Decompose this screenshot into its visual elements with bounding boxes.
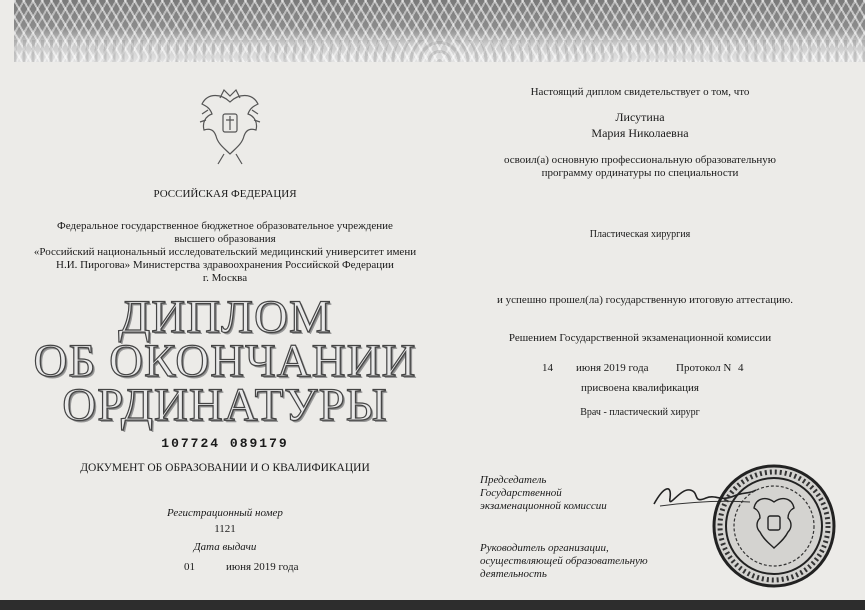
protocol-number: 4: [738, 362, 744, 374]
title-line-1: ДИПЛОМ: [118, 291, 332, 343]
protocol-label: Протокол N: [676, 362, 732, 374]
document-type: ДОКУМЕНТ ОБ ОБРАЗОВАНИИ И О КВАЛИФИКАЦИИ: [80, 462, 370, 474]
chair-line-1: Председатель: [480, 474, 547, 486]
institution-line-1: Федеральное государственное бюджетное образовательное учреждение: [57, 220, 393, 232]
registration-number: 1121: [214, 523, 236, 535]
head-line-1: Руководитель организации,: [480, 542, 609, 554]
head-line-2: осуществляющей образовательную: [480, 555, 648, 567]
bottom-edge-bar: [0, 600, 865, 610]
chair-line-2: Государственной: [480, 487, 562, 499]
institution-line-2: высшего образования: [174, 233, 276, 245]
institution-line-4: Н.И. Пирогова» Министерства здравоохранения Российской Федерации: [56, 259, 394, 271]
serial-number: 107724 089179: [161, 436, 289, 451]
attestation-text: и успешно прошел(ла) государственную итоговую аттестацию.: [497, 294, 793, 306]
holder-name: Мария Николаевна: [591, 126, 689, 140]
decision-text: Решением Государственной экзаменационной комиссии: [508, 332, 772, 344]
title-line-3: ОРДИНАТУРЫ: [62, 379, 388, 431]
title-line-2: ОБ ОКОНЧАНИИ: [33, 335, 417, 387]
coat-of-arms-icon: [198, 84, 262, 168]
decorative-guilloche-band: [14, 0, 865, 62]
institution-line-5: г. Москва: [202, 272, 248, 284]
institution-line-3: «Российский национальный исследовательский медицинский университет имени: [33, 246, 417, 258]
issue-day: 01: [184, 561, 195, 573]
assigned-text: присвоена квалификация: [581, 382, 699, 394]
holder-surname: Лисутина: [615, 110, 665, 124]
head-line-3: деятельность: [480, 568, 547, 580]
country-name: РОССИЙСКАЯ ФЕДЕРАЦИЯ: [153, 188, 297, 200]
qualification: Врач - пластический хирург: [580, 407, 700, 418]
mastered-line-2: программу ординатуры по специальности: [541, 167, 739, 179]
registration-label: Регистрационный номер: [167, 507, 283, 519]
specialty: Пластическая хирургия: [589, 229, 691, 240]
chair-line-3: экзаменационной комиссии: [480, 500, 607, 512]
decision-month-year: июня 2019 года: [576, 362, 649, 374]
issue-month-year: июня 2019 года: [226, 561, 299, 573]
official-seal-icon: [710, 462, 838, 590]
decision-day: 14: [542, 362, 553, 374]
issue-date-label: Дата выдачи: [193, 541, 257, 553]
mastered-line-1: освоил(а) основную профессиональную образовательную: [504, 154, 776, 166]
intro-text: Настоящий диплом свидетельствует о том, что: [530, 86, 750, 98]
right-page: [440, 62, 865, 597]
left-page: [20, 62, 430, 597]
